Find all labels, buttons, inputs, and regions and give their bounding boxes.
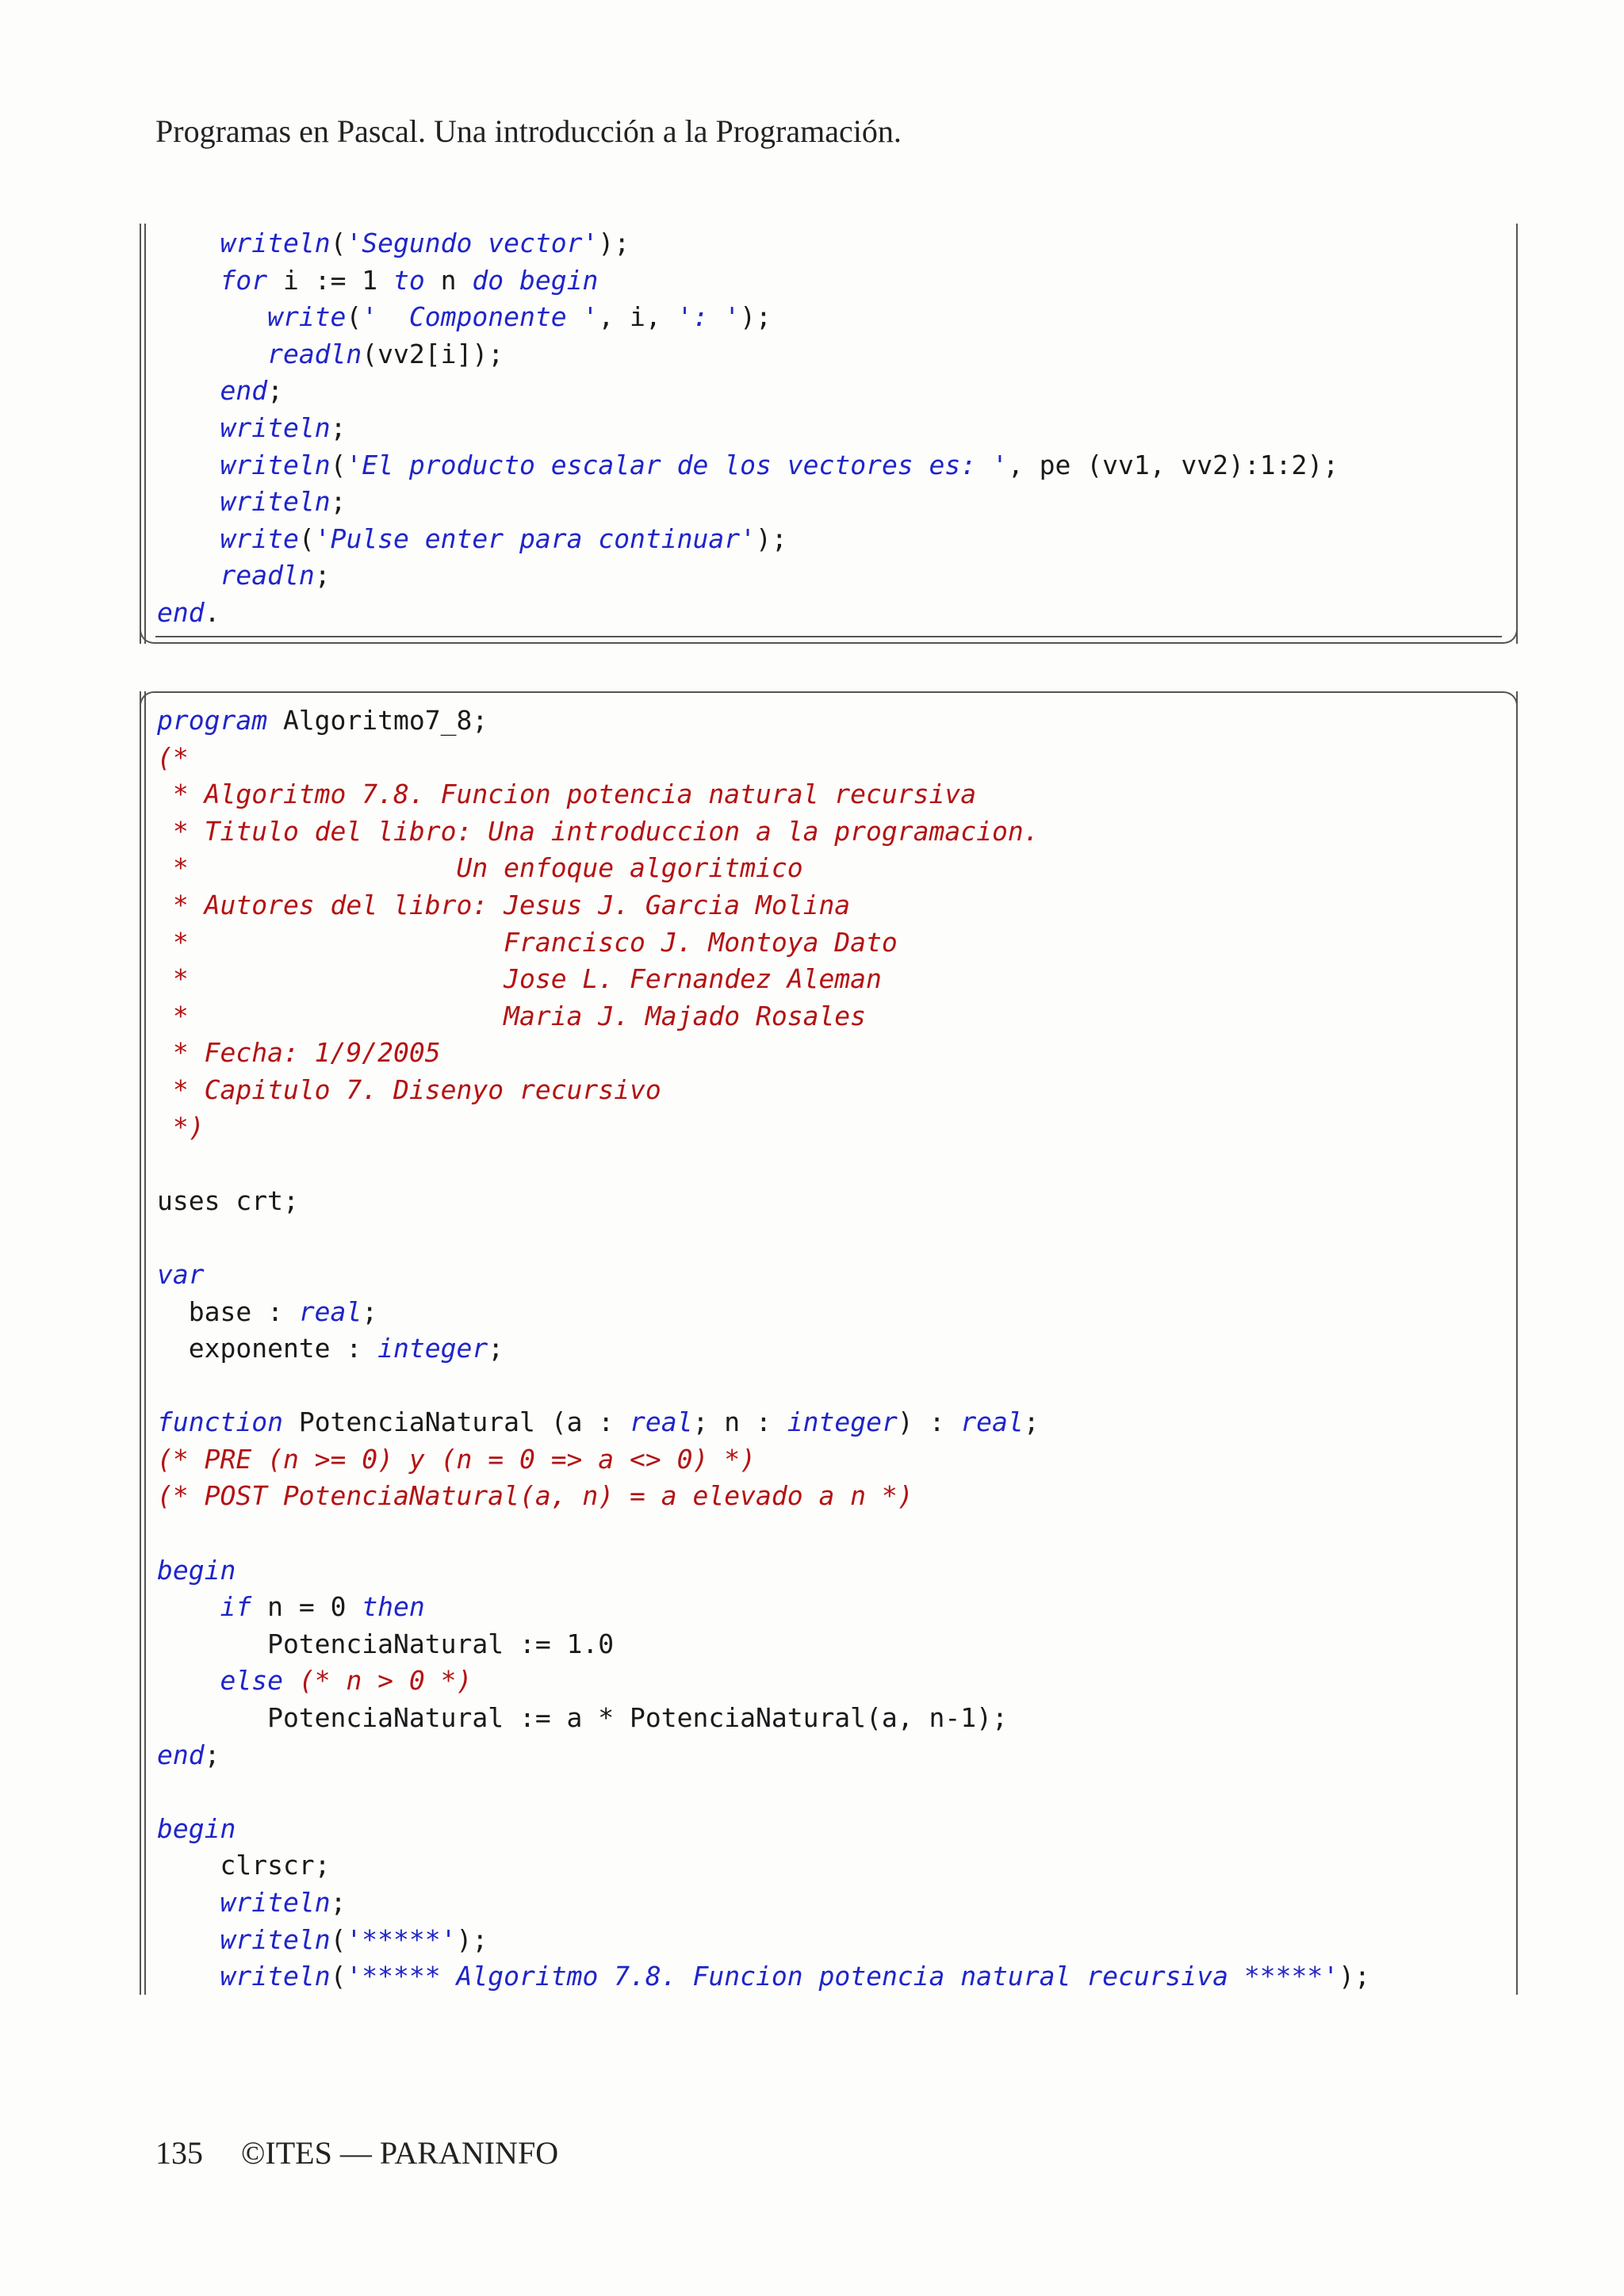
code-line [157, 887, 1502, 924]
code-text: ); [598, 228, 630, 258]
code-keyword: writeln [220, 1961, 331, 1992]
code-text: ; n : [692, 1406, 787, 1438]
code-text: ); [756, 522, 787, 554]
code-line [157, 813, 1502, 851]
code-text: uses crt; [157, 1184, 299, 1216]
code-text: exponente : [157, 1333, 378, 1364]
code-text [157, 1924, 220, 1955]
code-string: 'Segundo vector' [346, 228, 599, 258]
code-text [157, 375, 220, 406]
code-string: '*****' [346, 1923, 457, 1955]
code-line [157, 702, 1502, 740]
code-text: ( [346, 301, 362, 333]
code-keyword: if [220, 1591, 252, 1623]
code-line [157, 1958, 1502, 1996]
code-comment: * Autores del libro: Jesus J. Garcia Molina [157, 889, 851, 920]
code-line [157, 262, 1502, 300]
code-line [157, 557, 1502, 595]
code-line [157, 1219, 1502, 1257]
code-comment: (* n > 0 *) [298, 1665, 473, 1697]
code-line [157, 1294, 1502, 1331]
code-line [157, 1257, 1502, 1294]
code-line [157, 1700, 1502, 1737]
code-string: '***** Algoritmo 7.8. Funcion potencia natural recursiva *****' [346, 1961, 1339, 1992]
code-keyword: real [960, 1406, 1024, 1438]
code-text: PotenciaNatural (a : [282, 1406, 630, 1438]
frame-line [155, 642, 1502, 644]
code-text [283, 1665, 299, 1696]
code-keyword: integer [377, 1333, 488, 1364]
code-keyword: to [393, 264, 425, 296]
code-line [157, 447, 1502, 484]
code-keyword: program [157, 705, 268, 736]
code-text: ( [298, 522, 315, 554]
code-text: ) : [897, 1406, 961, 1438]
code-text: ; [488, 1333, 504, 1364]
code-text: ; [204, 1739, 220, 1770]
code-line [157, 1737, 1502, 1774]
code-text: (vv2[i]); [362, 338, 504, 369]
code-text: , i, [598, 301, 677, 333]
code-text [157, 450, 220, 480]
code-comment: * Fecha: 1/9/2005 [157, 1037, 441, 1069]
code-text [157, 1591, 220, 1622]
code-text: clrscr; [157, 1850, 331, 1881]
code-keyword: else [220, 1665, 283, 1697]
code-line [157, 595, 1502, 632]
code-line [157, 1072, 1502, 1109]
code-text [157, 1665, 220, 1696]
code-keyword: readln [267, 338, 362, 369]
code-text [157, 265, 220, 296]
code-text: n [424, 264, 473, 296]
code-line [157, 1404, 1502, 1441]
code-comment: * Maria J. Majado Rosales [157, 1000, 867, 1031]
frame-line [144, 691, 146, 1995]
code-keyword: integer [787, 1406, 898, 1438]
code-text: ( [330, 1923, 347, 1955]
code-text [157, 228, 220, 258]
code-keyword: then [362, 1591, 425, 1623]
frame-corner [140, 625, 159, 644]
code-comment: (* POST PotenciaNatural(a, n) = a elevado a n *) [157, 1480, 914, 1512]
code-keyword: readln [220, 560, 315, 591]
page-number: 135 [155, 2135, 203, 2171]
code-line [157, 1663, 1502, 1700]
code-line [157, 1146, 1502, 1183]
code-keyword: function [157, 1406, 283, 1438]
code-line [157, 961, 1502, 998]
code-text: , pe (vv1, vv2):1:2); [1007, 449, 1339, 480]
code-line [157, 1330, 1502, 1368]
code-keyword: writeln [220, 486, 331, 518]
code-line [157, 1774, 1502, 1811]
code-text: ); [1339, 1961, 1370, 1992]
code-block [157, 225, 1502, 632]
frame-line [155, 636, 1502, 637]
code-text: n = 0 [251, 1591, 362, 1623]
code-text: PotenciaNatural := a * PotenciaNatural(a, n-1); [157, 1702, 1008, 1734]
code-text [157, 1887, 220, 1918]
code-text: ; [362, 1295, 378, 1327]
code-line [157, 1552, 1502, 1590]
code-keyword: end [220, 375, 268, 407]
code-text: ; [330, 1887, 347, 1918]
code-keyword: begin [157, 1554, 236, 1586]
code-keyword: writeln [220, 1923, 331, 1955]
code-comment: * Un enfoque algoritmico [157, 852, 803, 884]
code-string: ': ' [676, 301, 741, 333]
code-text [157, 560, 220, 591]
code-text: ; [330, 411, 347, 443]
code-text: i := 1 [267, 264, 394, 296]
frame-line [1516, 691, 1518, 1995]
code-keyword: writeln [220, 228, 331, 258]
code-comment: * Algoritmo 7.8. Funcion potencia natural recursiva [157, 779, 977, 810]
code-line [157, 299, 1502, 336]
code-text [157, 301, 267, 332]
code-line [157, 521, 1502, 558]
code-comment: * Francisco J. Montoya Dato [157, 926, 898, 958]
code-block [157, 702, 1502, 1996]
code-line [157, 1922, 1502, 1959]
code-listing-continued [140, 224, 1518, 644]
code-line [157, 336, 1502, 373]
frame-line [140, 224, 141, 644]
code-text: ; [1023, 1406, 1040, 1438]
code-keyword: writeln [220, 411, 331, 443]
code-line [157, 1183, 1502, 1220]
frame-line [140, 691, 141, 1995]
code-text [157, 412, 220, 443]
code-line [157, 1515, 1502, 1552]
code-keyword: for [220, 264, 268, 296]
code-line [157, 1478, 1502, 1515]
code-line [157, 1368, 1502, 1405]
frame-corner [140, 691, 159, 710]
code-text: PotenciaNatural := 1.0 [157, 1628, 615, 1659]
code-text [157, 523, 220, 554]
code-line [157, 1589, 1502, 1626]
code-text: ); [456, 1923, 488, 1955]
code-comment: (* PRE (n >= 0) y (n = 0 => a <> 0) *) [157, 1443, 756, 1475]
code-line [157, 740, 1502, 777]
code-keyword: real [298, 1295, 362, 1327]
code-text: . [204, 596, 220, 628]
code-keyword: write [267, 301, 347, 333]
code-string: 'Pulse enter para continuar' [314, 522, 756, 554]
code-comment: (* [157, 741, 189, 773]
code-text: ; [330, 486, 347, 518]
code-text [157, 486, 220, 517]
code-keyword: real [630, 1406, 693, 1438]
code-line [157, 1626, 1502, 1663]
code-line [157, 850, 1502, 887]
page-footer [155, 2134, 558, 2172]
code-keyword: writeln [220, 1887, 331, 1918]
code-line [157, 998, 1502, 1035]
code-line [157, 1035, 1502, 1072]
code-line [157, 373, 1502, 410]
code-comment: * Capitulo 7. Disenyo recursivo [157, 1073, 661, 1105]
code-text: ( [330, 449, 347, 480]
code-text: ( [330, 228, 347, 258]
code-text: ); [740, 301, 772, 333]
code-text: Algoritmo7_8; [267, 705, 488, 736]
code-text [157, 1961, 220, 1992]
code-keyword: var [157, 1258, 205, 1290]
code-line [157, 484, 1502, 521]
code-text [157, 339, 267, 369]
code-keyword: end [157, 596, 205, 628]
copyright-notice: ©ITES — PARANINFO [241, 2135, 559, 2171]
code-line [157, 225, 1502, 262]
frame-line [1516, 224, 1518, 644]
frame-line [155, 691, 1502, 693]
code-comment: * Titulo del libro: Una introduccion a la programacion. [157, 815, 1040, 847]
code-line [157, 1811, 1502, 1848]
code-keyword: begin [157, 1812, 236, 1844]
code-listing-algoritmo-7-8 [140, 691, 1518, 1995]
running-header: Programas en Pascal. Una introducción a la Programación. [155, 113, 902, 149]
code-text: ; [267, 375, 283, 407]
code-line [157, 924, 1502, 962]
code-line [157, 1109, 1502, 1146]
code-comment: *) [157, 1111, 205, 1142]
code-keyword: write [220, 522, 299, 554]
code-line [157, 776, 1502, 813]
code-keyword: end [157, 1739, 205, 1770]
code-line [157, 410, 1502, 447]
frame-line [144, 224, 146, 644]
code-keyword: do begin [472, 264, 599, 296]
code-text: base : [157, 1295, 299, 1327]
code-string: 'El producto escalar de los vectores es: ' [346, 449, 1008, 480]
code-line [157, 1441, 1502, 1479]
code-text: ; [314, 560, 331, 591]
code-line [157, 1847, 1502, 1885]
code-string: ' Componente ' [362, 301, 599, 333]
code-text: ( [330, 1961, 347, 1992]
code-keyword: writeln [220, 449, 331, 480]
code-comment: * Jose L. Fernandez Aleman [157, 963, 882, 995]
code-line [157, 1885, 1502, 1922]
